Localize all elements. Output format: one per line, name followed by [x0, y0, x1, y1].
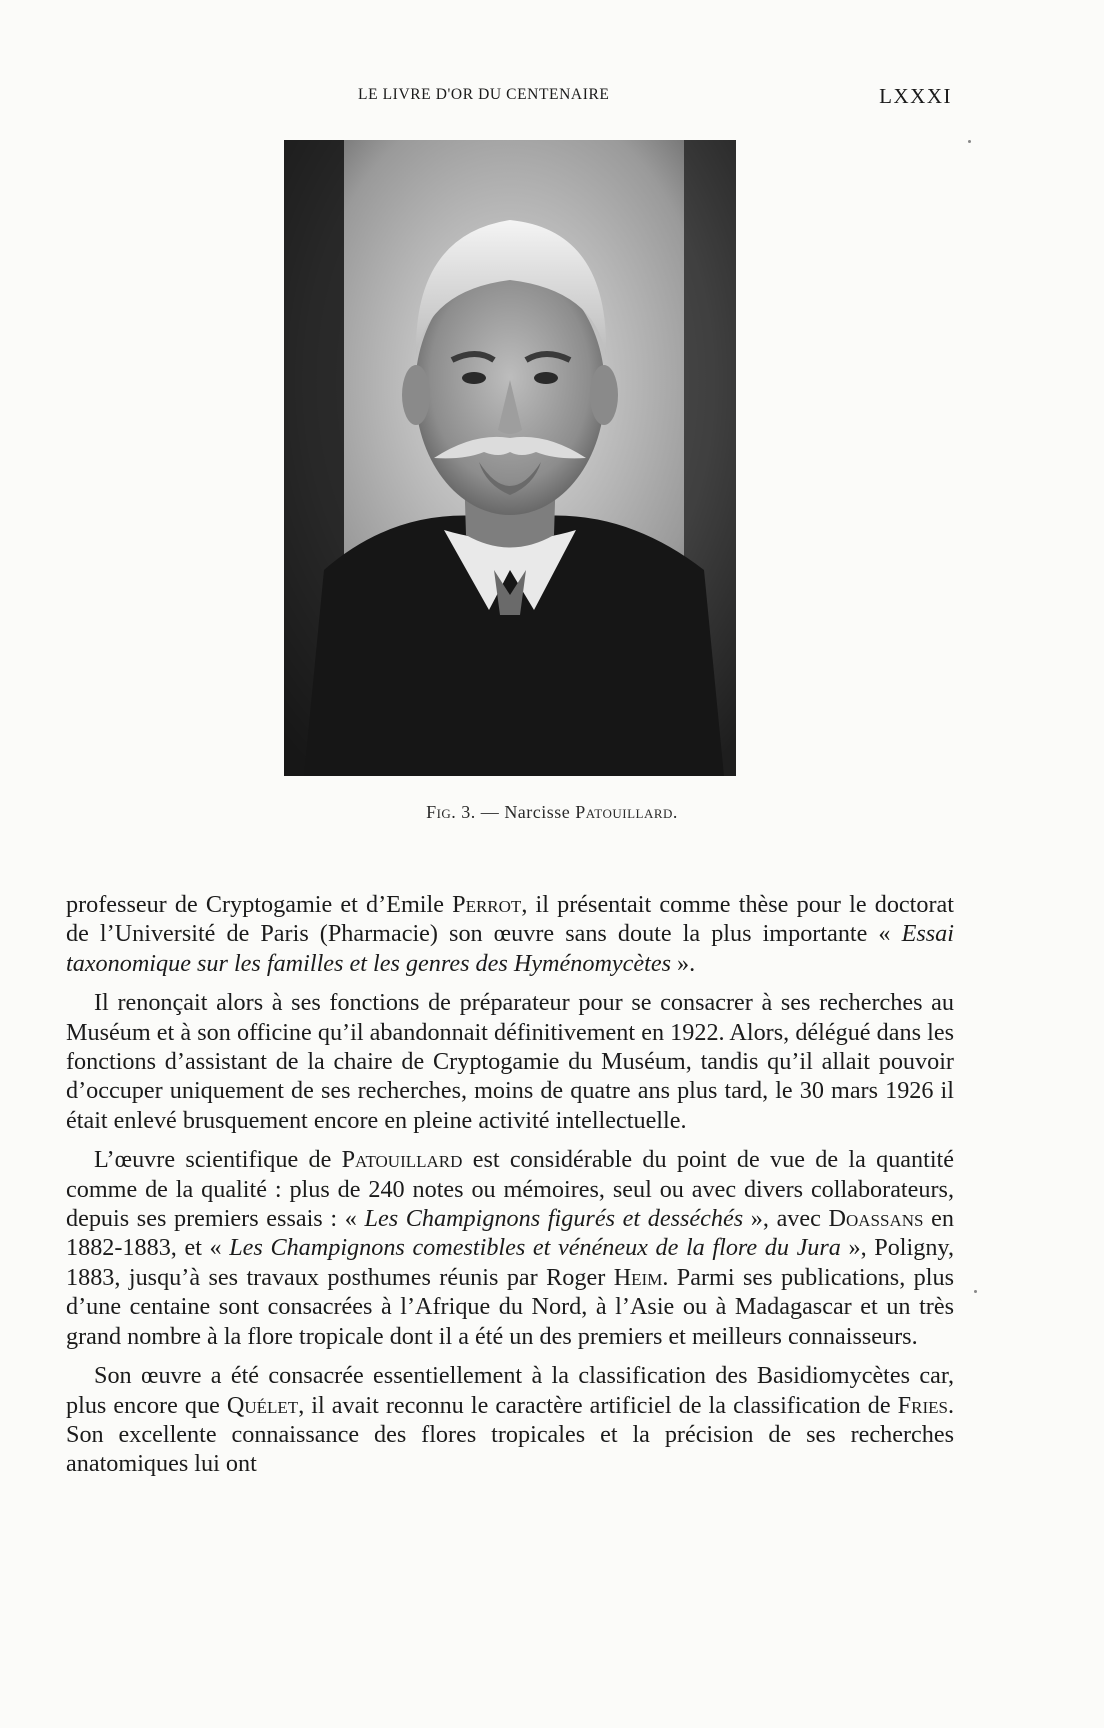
caption-first-name: Narcisse — [504, 802, 576, 822]
scan-speck — [968, 140, 971, 143]
person-name: Quélet — [226, 1391, 299, 1419]
figure-caption — [0, 802, 1104, 823]
caption-end: . — [672, 802, 678, 822]
running-title: LE LIVRE D'OR DU CENTENAIRE — [358, 86, 610, 103]
paragraph — [66, 988, 954, 1135]
text-run: , il présentait comme thèse pour le doctorat de l’Université de Paris (Pharmacie) son œuvre sans doute la plus importante « — [66, 891, 954, 948]
page-number: LXXXI — [879, 84, 952, 108]
italic-title: Les Champignons comestibles et vénéneux de la flore du Jura — [229, 1234, 841, 1262]
italic-title: Les Champignons figurés et desséchés — [364, 1205, 744, 1233]
text-run: professeur de Cryptogamie et d’Emile — [66, 891, 453, 918]
text-run: L’œuvre scientifique de — [94, 1146, 342, 1174]
scan-speck — [974, 1290, 977, 1293]
person-name: Fries — [897, 1391, 948, 1419]
text-run: . Son excellente connaissance des flores tropicales et la précision de ses recherches anatomiques lui ont — [66, 1391, 954, 1478]
text-run: Son œuvre a été consacrée essentiellement à la classification des Basidiomycètes car, plus encore que — [66, 1362, 954, 1419]
body-text — [66, 890, 954, 1489]
person-name: Patouillard — [341, 1146, 463, 1174]
text-run: est considérable du point de vue de la quantité comme de la qualité : plus de 240 notes ou mémoires, seul ou avec divers collaborateurs, depuis ses premiers essais : « — [66, 1146, 955, 1233]
paragraph — [66, 890, 954, 978]
text-run: ». — [670, 949, 696, 977]
person-name: Doassans — [828, 1205, 924, 1233]
person-name: Perrot — [452, 891, 522, 918]
caption-prefix: Fig. 3. — — [426, 802, 505, 822]
caption-surname: Patouillard — [575, 802, 673, 822]
text-run: , il avait reconnu le caractère artificiel de la classification de — [298, 1391, 898, 1419]
portrait-photograph — [284, 140, 736, 776]
text-run: », avec — [743, 1205, 829, 1233]
paragraph — [66, 1361, 954, 1479]
text-run: Il renonçait alors à ses fonctions de préparateur pour se consacrer à ses recherches au Muséum et à son officine qu’il abandonnait définitivement en 1922. Alors, délégué dans les fonctions d’assistant de la chaire de Cryptogamie du Muséum, tandis qu’il allait pouvoir d’occuper uniquement de ses recherches, moins de quatre ans plus tard, le 30 mars 1926 il était enlevé brusquement encore en pleine activité intellectuelle. — [66, 989, 954, 1134]
person-name: Heim — [613, 1263, 663, 1291]
italic-title: Essai taxonomique sur les familles et les genres des Hyménomycètes — [66, 920, 954, 977]
text-run: en 1882-1883, et « — [66, 1205, 954, 1262]
text-run: », Poligny, 1883, jusqu’à ses travaux posthumes réunis par Roger — [66, 1234, 955, 1291]
portrait-illustration — [284, 140, 736, 776]
paragraph — [66, 1145, 954, 1351]
text-run: . Parmi ses publications, plus d’une centaine sont consacrées à l’Afrique du Nord, à l’Asie ou à Madagascar et un très grand nombre à la flore tropicale dont il a été un des premiers et meilleurs connaisseurs. — [66, 1263, 955, 1350]
